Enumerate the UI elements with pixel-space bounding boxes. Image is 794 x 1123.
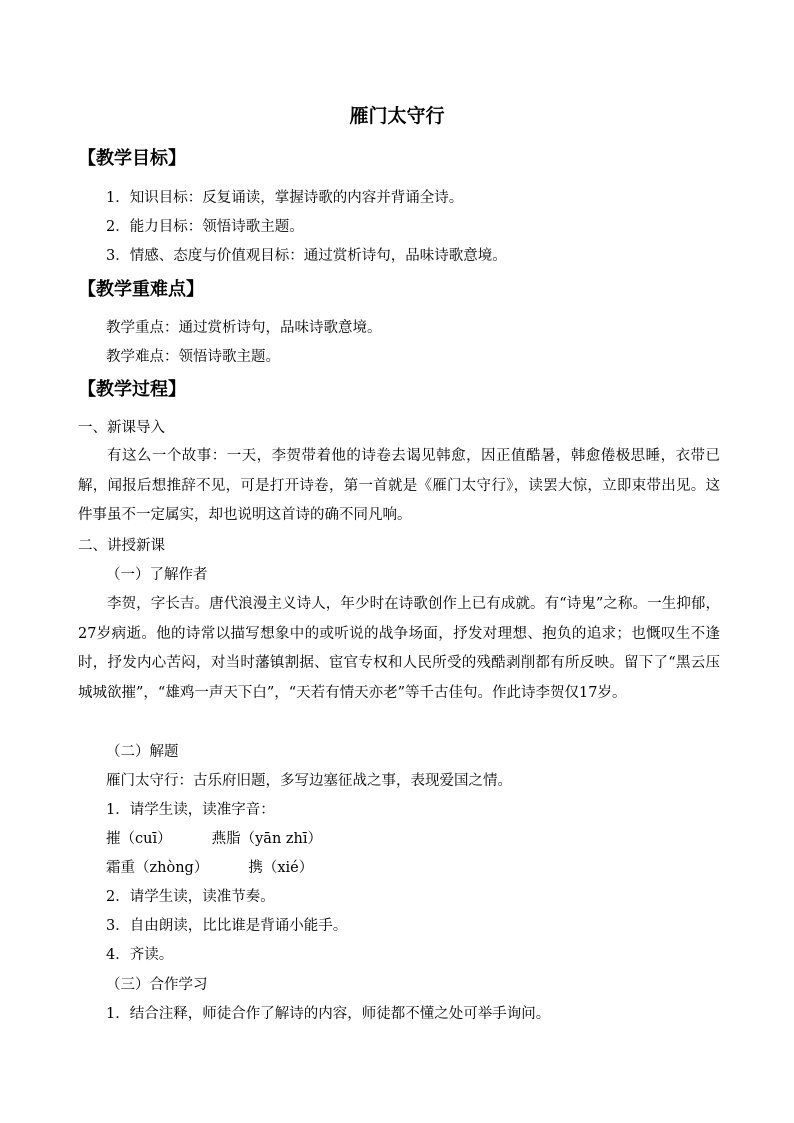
subsection-title-author: （一）了解作者 — [106, 567, 208, 583]
heading-key-points: 【教学重难点】 — [78, 279, 204, 300]
topic-explanation: 雁门太守行：古乐府旧题，多写边塞征战之事，表现爱国之情。 — [106, 773, 512, 789]
cooperative-step-1: 1．结合注释，师徒合作了解诗的内容，师徒都不懂之处可举手询问。 — [106, 1006, 551, 1022]
step-2-rhythm: 2．请学生读，读准节奏。 — [106, 889, 275, 905]
subsection-title-topic: （二）解题 — [106, 744, 179, 760]
objective-item-1: 1．知识目标：反复诵读，掌握诗歌的内容并背诵全诗。 — [106, 190, 464, 206]
objective-item-2: 2．能力目标：领悟诗歌主题。 — [106, 219, 304, 235]
heading-objectives: 【教学目标】 — [78, 148, 186, 169]
subsection-title-cooperative: （三）合作学习 — [106, 977, 208, 993]
pronunciation-xie: 携（xié） — [248, 860, 314, 876]
heading-process: 【教学过程】 — [78, 379, 186, 400]
step-3-free-reading: 3．自由朗读，比比谁是背诵小能手。 — [106, 918, 348, 934]
step-1-pronunciation: 1．请学生读，读准字音： — [106, 802, 275, 818]
pronunciation-zhong: 霜重（zhòng） — [106, 860, 209, 876]
objective-item-3: 3．情感、态度与价值观目标：通过赏析诗句，品味诗歌意境。 — [106, 248, 507, 264]
pronunciation-cui: 摧（cuī） — [106, 831, 172, 847]
teaching-difficulty: 教学难点：领悟诗歌主题。 — [106, 349, 280, 365]
section-title-new-lesson: 二、讲授新课 — [78, 538, 165, 554]
section-title-intro: 一、新课导入 — [78, 420, 165, 436]
pronunciation-yanzhi: 燕脂（yān zhī） — [211, 831, 323, 847]
document-title: 雁门太守行 — [349, 105, 445, 127]
step-4-group-reading: 4．齐读。 — [106, 947, 174, 963]
author-paragraph: 李贺，字长吉。唐代浪漫主义诗人，年少时在诗歌创作上已有成就。有“诗鬼”之称。一生抑郁，27岁病逝。他的诗常以描写想象中的或听说的战争场面，抒发对理想、抱负的追求；也慨叹生不逢时，抒发内心苦闷，对当时藩镇割据、宦官专权和人民所受的残酷剥削都有所反映。留下了“黑云压城城欲摧”，“雄鸡一声天下白”，“天若有情天亦老”等千古佳句。作此诗李贺仅17岁。 — [78, 596, 720, 701]
intro-paragraph: 有这么一个故事：一天，李贺带着他的诗卷去谒见韩愈，因正值酷暑，韩愈倦极思睡，衣带已解，闻报后想推辞不见，可是打开诗卷，第一首就是《雁门太守行》，读罢大惊，立即束带出见。这件事虽不一定属实，却也说明这首诗的确不同凡响。 — [78, 448, 720, 523]
pronunciation-row-2 — [106, 858, 313, 878]
teaching-focus: 教学重点：通过赏析诗句，品味诗歌意境。 — [106, 320, 382, 336]
pronunciation-row-1 — [106, 829, 322, 849]
